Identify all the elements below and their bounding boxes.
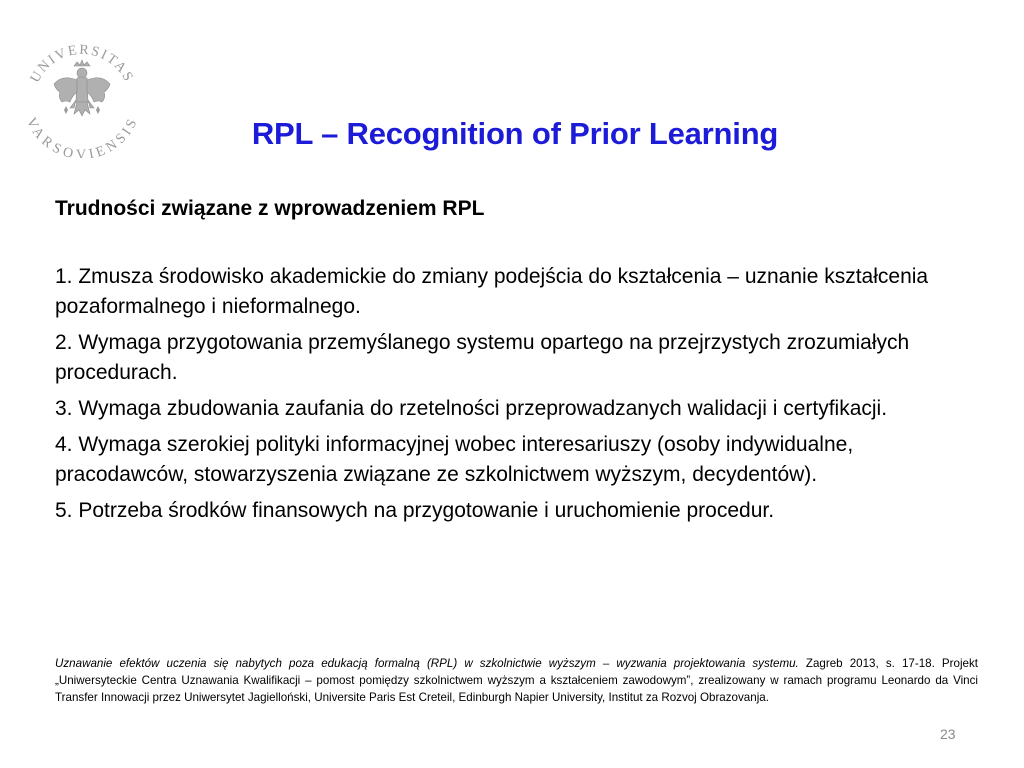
footnote-details: Zagreb 2013, s. 17-18. Projekt „Uniwersyteckie Centra Uznawania Kwalifikacji – pomost pomiędzy szkolnictwem wyższym a kształceniem zawodowym”, zrealizowany w ramach programu Leonardo da Vinci Transfer Innowacji przez Uniwersytet Jagielloński, Universite Paris Est Creteil, Edinburgh Napier University, Institut za Rozvoj Obrazovanja. <box>55 657 978 704</box>
university-logo <box>22 40 142 158</box>
footnote <box>55 655 978 706</box>
eagle-emblem-icon <box>22 40 142 158</box>
difficulties-list <box>55 262 955 532</box>
list-item: 4. Wymaga szerokiej polityki informacyjnej wobec interesariuszy (osoby indywidualne, pracodawców, stowarzyszenia związane ze szkolnictwem wyższym, decydentów). <box>55 433 854 486</box>
page-number: 23 <box>940 726 956 742</box>
footnote-title: Uznawanie efektów uczenia się nabytych poza edukacją formalną (RPL) w szkolnictwie wyższym – wyzwania projektowania systemu. <box>55 657 799 670</box>
list-item: 3. Wymaga zbudowania zaufania do rzetelności przeprowadzanych walidacji i certyfikacji. <box>55 397 888 420</box>
logo-top-text: UNIVERSITAS <box>27 42 137 86</box>
slide-subtitle: Trudności związane z wprowadzeniem RPL <box>55 197 485 220</box>
list-item: 2. Wymaga przygotowania przemyślanego systemu opartego na przejrzystych zrozumiałych procedurach. <box>55 331 910 384</box>
svg-text:VARSOVIENSIS <box>23 116 141 158</box>
list-item: 1. Zmusza środowisko akademickie do zmiany podejścia do kształcenia – uznanie kształcenia pozaformalnego i nieformalnego. <box>55 265 929 318</box>
list-item: 5. Potrzeba środków finansowych na przygotowanie i uruchomienie procedur. <box>55 499 775 522</box>
slide-title: RPL – Recognition of Prior Learning <box>251 116 779 151</box>
logo-bottom-text: VARSOVIENSIS <box>22 115 142 158</box>
